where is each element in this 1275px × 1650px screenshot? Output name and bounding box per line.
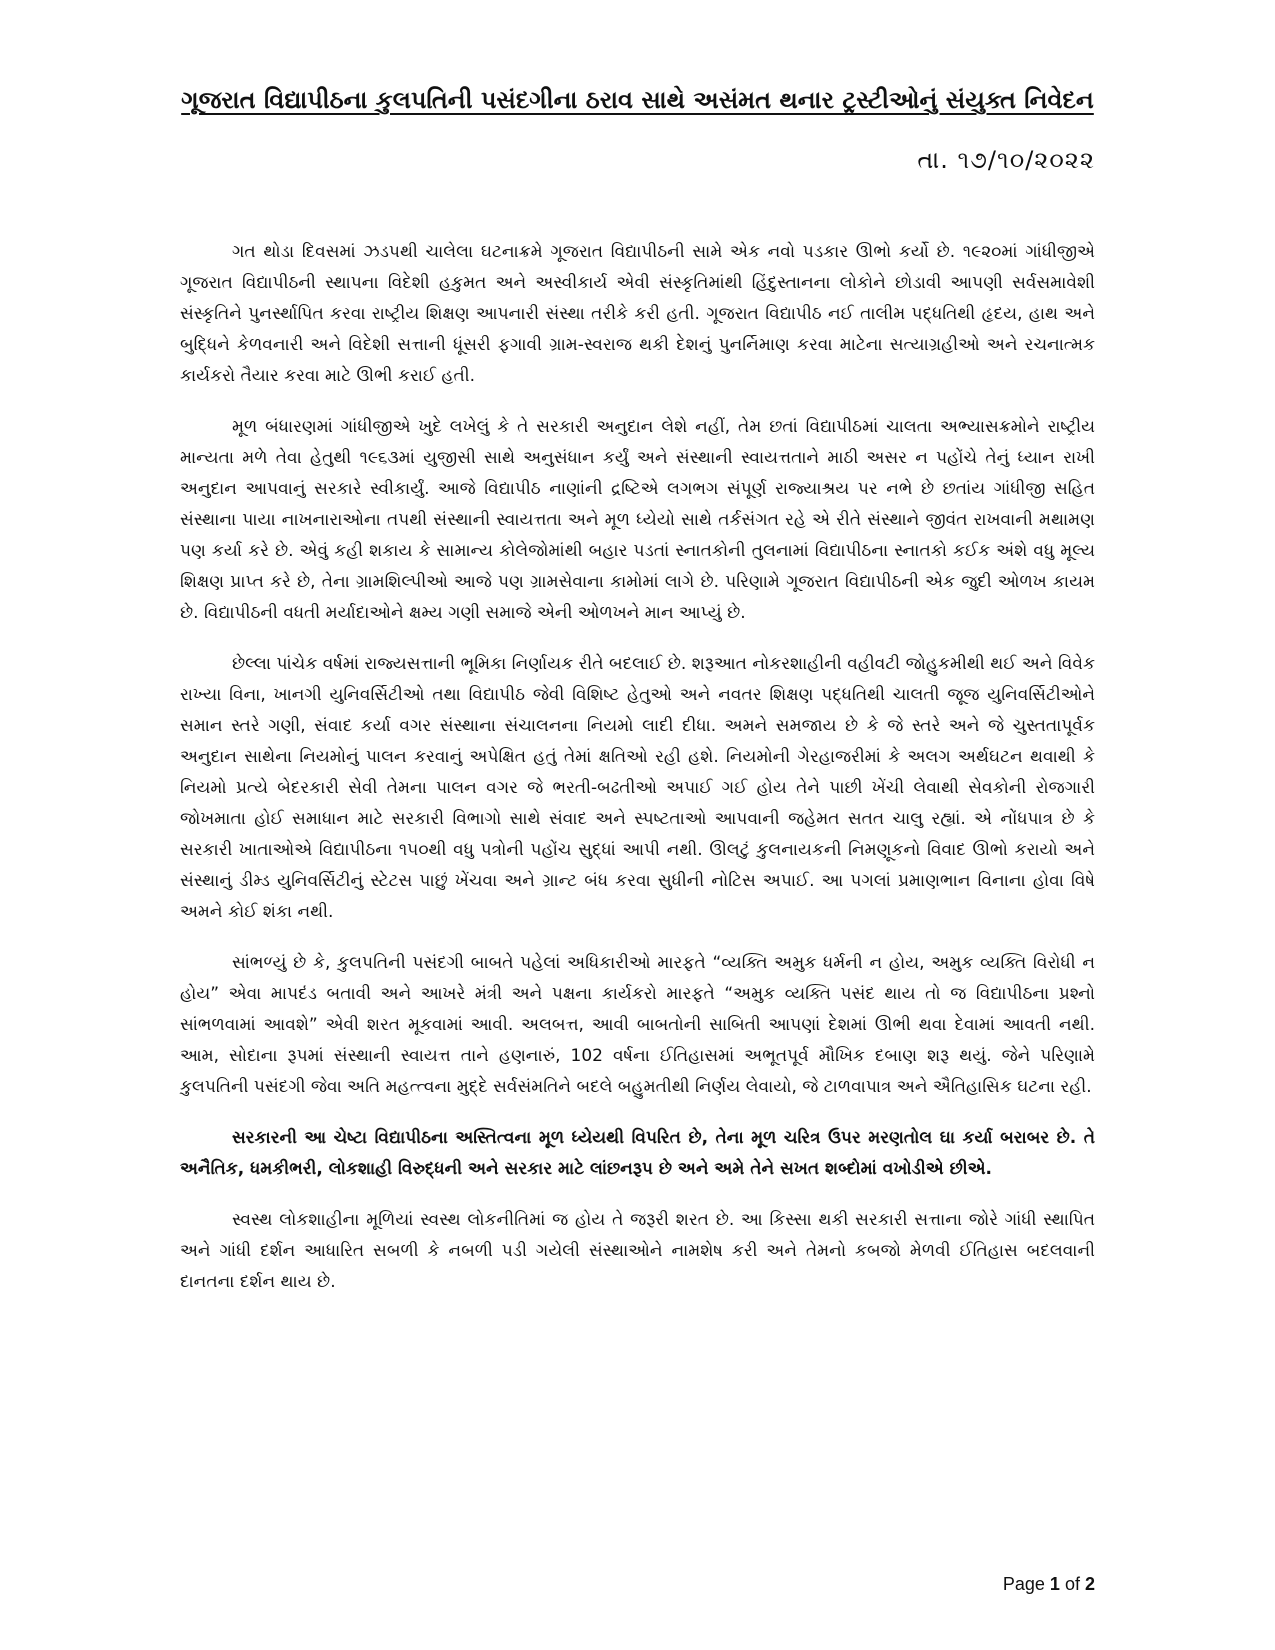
- paragraph-1: ગત થોડા દિવસમાં ઝડપથી ચાલેલા ઘટનાક્રમે ગૂજરાત વિદ્યાપીઠની સામે એક નવો પડકાર ઊભો કર્યો છે. ૧૯૨૦માં ગાંધીજીએ ગૂજરાત વિદ્યાપીઠની સ્થાપના વિદેશી હકુમત અને અસ્વીકાર્ય એવી સંસ્કૃતિમાંથી હિંદુસ્તાનના લોકોને છોડાવી આપણી સર્વસમાવેશી સંસ્કૃતિને પુનર્સ્થાપિત કરવા રાષ્ટ્રીય શિક્ષણ આપનારી સંસ્થા તરીકે કરી હતી. ગૂજરાત વિદ્યાપીઠ નઈ તાલીમ પદ્ધતિથી હૃદય, હાથ અને બુદ્ધિને કેળવનારી અને વિદેશી સત્તાની ધૂંસરી ફગાવી ગ્રામ-સ્વરાજ થકી દેશનું પુનર્નિમાણ કરવા માટેના સત્યાગ્રહીઓ અને રચનાત્મક કાર્યકરો તૈયાર કરવા માટે ઊભી કરાઈ હતી.: [180, 242, 1095, 386]
- page-label: Page: [1002, 1574, 1045, 1594]
- document-title: ગૂજરાત વિદ્યાપીઠના કુલપતિની પસંદગીના ઠરાવ સાથે અસંમત થનાર ટ્રસ્ટીઓનું સંયુક્ત નિવેદન: [181, 86, 1094, 114]
- page-total: 2: [1084, 1574, 1095, 1594]
- document-body: [180, 237, 1095, 1318]
- document-date: તા. ૧૭/૧૦/૨૦૨૨: [917, 146, 1095, 174]
- page-current: 1: [1049, 1574, 1060, 1594]
- paragraph-4: સાંભળ્યું છે કે, કુલપતિની પસંદગી બાબતે પહેલાં અધિકારીઓ મારફતે “વ્યક્તિ અમુક ધર્મની ન હોય, અમુક વ્યક્તિ વિરોધી ન હોય” એવા માપદંડ બતાવી અને આખરે મંત્રી અને પક્ષના કાર્યકરો મારફતે “અમુક વ્યક્તિ પસંદ થાય તો જ વિદ્યાપીઠના પ્રશ્નો સાંભળવામાં આવશે” એવી શરત મૂકવામાં આવી. અલબત્ત, આવી બાબતોની સાબિતી આપણાં દેશમાં ઊભી થવા દેવામાં આવતી નથી. આમ, સોદાના રૂપમાં સંસ્થાની સ્વાયત્ત તાને હણનારું, 102 વર્ષના ઈતિહાસમાં અભૂતપૂર્વ મૌખિક દબાણ શરૂ થયું. જેને પરિણામે કુલપતિની પસંદગી જેવા અતિ મહત્ત્વના મુદ્દે સર્વસંમતિને બદલે બહુમતીથી નિર્ણય લેવાયો, જે ટાળવાપાત્ર અને ઐતિહાસિક ઘટના રહી.: [180, 953, 1095, 1097]
- paragraph-3: છેલ્લા પાંચેક વર્ષમાં રાજ્યસત્તાની ભૂમિકા નિર્ણાયક રીતે બદલાઈ છે. શરૂઆત નોકરશાહીની વહીવટી જોહુકમીથી થઈ અને વિવેક રાખ્યા વિના, ખાનગી યુનિવર્સિટીઓ તથા વિદ્યાપીઠ જેવી વિશિષ્ટ હેતુઓ અને નવતર શિક્ષણ પદ્ધતિથી ચાલતી જૂજ યુનિવર્સિટીઓને સમાન સ્તરે ગણી, સંવાદ કર્યા વગર સંસ્થાના સંચાલનના નિયમો લાદી દીધા. અમને સમજાય છે કે જે સ્તરે અને જે ચુસ્તતાપૂર્વક અનુદાન સાથેના નિયમોનું પાલન કરવાનું અપેક્ષિત હતું તેમાં ક્ષતિઓ રહી હશે. નિયમોની ગેરહાજરીમાં કે અલગ અર્થઘટન થવાથી કે નિયમો પ્રત્યે બેદરકારી સેવી તેમના પાલન વગર જે ભરતી-બઢતીઓ અપાઈ ગઈ હોય તેને પાછી ખેંચી લેવાથી સેવકોની રોજગારી જોખમાતા હોઈ સમાધાન માટે સરકારી વિભાગો સાથે સંવાદ અને સ્પષ્ટતાઓ આપવાની જહેમત સતત ચાલુ રહ્યાં. એ નોંધપાત્ર છે કે સરકારી ખાતાઓએ વિદ્યાપીઠના ૧૫૦થી વધુ પત્રોની પહોંચ સુદ્ધાં આપી નથી. ઊલટું કુલનાયકની નિમણૂકનો વિવાદ ઊભો કરાયો અને સંસ્થાનું ડીમ્ડ યુનિવર્સિટીનું સ્ટેટસ પાછું ખેંચવા અને ગ્રાન્ટ બંધ કરવા સુધીની નોટિસ અપાઈ. આ પગલાં પ્રમાણભાન વિનાના હોવા વિષે અમને કોઈ શંકા નથી.: [180, 654, 1095, 922]
- page-of: of: [1064, 1574, 1080, 1594]
- paragraph-5-emphasis: સરકારની આ ચેષ્ટા વિદ્યાપીઠના અસ્તિત્વના મૂળ ધ્યેયથી વિપરિત છે, તેના મૂળ ચરિત્ર ઉપર મરણતોલ ઘા કર્યા બરાબર છે. તે અનૈતિક, ધમકીભરી, લોકશાહી વિરુદ્ધની અને સરકાર માટે લાંછનરૂપ છે અને અમે તેને સખત શબ્દોમાં વખોડીએ છીએ.: [180, 1128, 1095, 1179]
- paragraph-6: સ્વસ્થ લોકશાહીના મૂળિયાં સ્વસ્થ લોકનીતિમાં જ હોય તે જરૂરી શરત છે. આ કિસ્સા થકી સરકારી સત્તાના જોરે ગાંધી સ્થાપિત અને ગાંધી દર્શન આધારિત સબળી કે નબળી પડી ગયેલી સંસ્થાઓને નામશેષ કરી અને તેમનો કબજો મેળવી ઈતિહાસ બદલવાની દાનતના દર્શન થાય છે.: [180, 1210, 1095, 1292]
- paragraph-2: મૂળ બંધારણમાં ગાંધીજીએ ખુદે લખેલું કે તે સરકારી અનુદાન લેશે નહીં, તેમ છતાં વિદ્યાપીઠમાં ચાલતા અભ્યાસક્રમોને રાષ્ટ્રીય માન્યતા મળે તેવા હેતુથી ૧૯૬૩માં યુજીસી સાથે અનુસંધાન કર્યું અને સંસ્થાની સ્વાયત્તતાને માઠી અસર ન પહોંચે તેનું ધ્યાન રાખી અનુદાન આપવાનું સરકારે સ્વીકાર્યું. આજે વિદ્યાપીઠ નાણાંની દ્રષ્ટિએ લગભગ સંપૂર્ણ રાજ્યાશ્રય પર નભે છે છતાંય ગાંધીજી સહિત સંસ્થાના પાયા નાખનારાઓના તપથી સંસ્થાની સ્વાયત્તતા અને મૂળ ધ્યેયો સાથે તર્કસંગત રહે એ રીતે સંસ્થાને જીવંત રાખવાની મથામણ પણ કર્યા કરે છે. એવું કહી શકાય કે સામાન્ય કોલેજોમાંથી બહાર પડતાં સ્નાતકોની તુલનામાં વિદ્યાપીઠના સ્નાતકો કઈક અંશે વધુ મૂલ્ય શિક્ષણ પ્રાપ્ત કરે છે, તેના ગ્રામશિલ્પીઓ આજે પણ ગ્રામસેવાના કામોમાં લાગે છે. પરિણામે ગૂજરાત વિદ્યાપીઠની એક જુદી ઓળખ કાયમ છે. વિદ્યાપીઠની વધતી મર્યાદાઓને ક્ષમ્ય ગણી સમાજે એની ઓળખને માન આપ્યું છે.: [180, 417, 1095, 623]
- page-number: [1003, 1574, 1095, 1595]
